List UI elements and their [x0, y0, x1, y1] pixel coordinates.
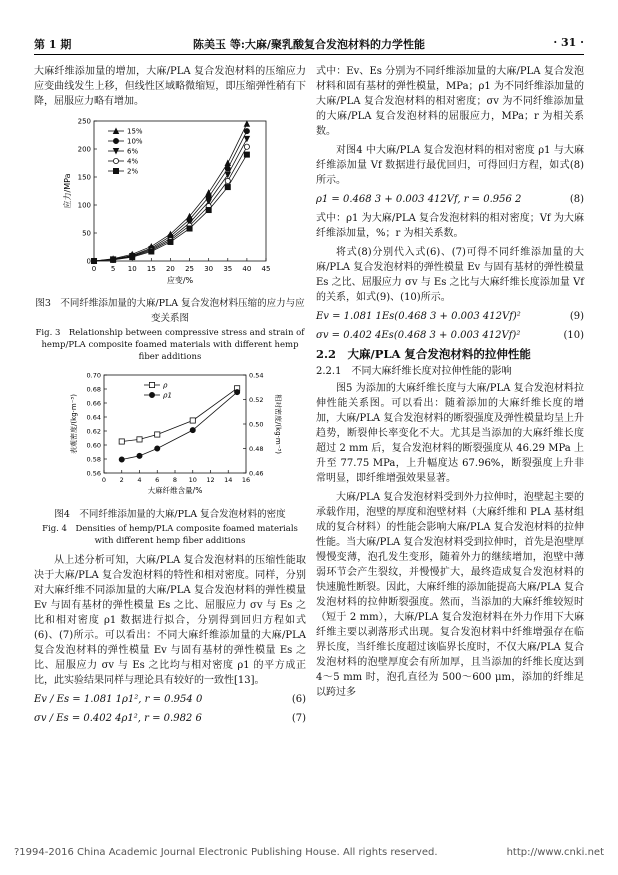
- equation-7: [34, 711, 306, 726]
- plot-frame: [94, 121, 266, 261]
- equation-8-body: ρ1 = 0.468 3 + 0.003 412Vf, r = 0.956 2: [316, 194, 522, 205]
- data-point: [225, 172, 230, 177]
- data-point: [244, 121, 249, 126]
- data-point: [91, 258, 96, 263]
- x-tick-label: 5: [110, 265, 116, 273]
- data-point: [244, 144, 249, 149]
- data-point: [225, 166, 230, 171]
- x-tick-label: 40: [242, 265, 252, 273]
- x-tick-label: 12: [206, 476, 215, 484]
- x-tick-label: 6: [155, 476, 160, 484]
- data-point: [206, 207, 211, 212]
- y-right-tick-label: 0.52: [249, 396, 264, 404]
- issue-number: 第 1 期: [34, 38, 72, 51]
- y-tick-label: 0.66: [86, 399, 101, 408]
- equation-10: [316, 328, 584, 343]
- x-axis-label: 大麻纤维含量/%: [147, 486, 203, 495]
- y-tick-label: 0.64: [86, 413, 101, 422]
- x-tick-label: 15: [146, 265, 156, 273]
- data-point: [225, 184, 230, 189]
- legend-label: 15%: [127, 127, 143, 136]
- copyright-notice: ?1994-2016 China Academic Journal Electronic Publishing House. All rights reserved.: [14, 847, 438, 858]
- equation-6-body: Ev / Es = 1.081 1ρ1², r = 0.954 0: [34, 694, 203, 705]
- y-tick-label: 0.68: [86, 385, 101, 394]
- data-point: [190, 428, 195, 433]
- legend-marker: [113, 168, 118, 173]
- y-tick-label: 50: [82, 229, 91, 238]
- y-right-tick-label: 0.54: [249, 371, 264, 380]
- y-tick-label: 0: [86, 257, 91, 266]
- data-point: [119, 439, 124, 444]
- legend-label: 6%: [127, 147, 139, 156]
- equation-9: [316, 309, 584, 324]
- equation-6-number: (6): [291, 694, 306, 705]
- data-point: [137, 437, 142, 442]
- analysis-paragraph: 从上述分析可知，大麻/PLA 复合发泡材料的压缩性能取决于大麻/PLA 复合发泡材料的特性和相对密度。同样，分别对大麻纤维不同添加量的大麻/PLA 复合发泡材料的弹性模量 Ev 与固有基材的弹性模量 Es 之比、屈服应力 σv 与 Es 之比和相对密度 ρ1 数据进行拟合，分别得到回归方程如式(6)、(7)所示。可以看出：不同大麻纤维添加量的大麻/PLA 复合发泡材料的弹性模量 Ev 与固有基材的弹性模量 Es 之比、屈服应力 σv 与 Es 之比均与相对密度 ρ1 的平方成正比，此实验结果同样与理论具有较好的一致性[13]。: [34, 555, 306, 686]
- y-tick-label: 0.70: [86, 371, 101, 380]
- substitution-paragraph: 将式(8)分别代入式(6)、(7)可得不同纤维添加量的大麻/PLA 复合发泡材料的弹性模量 Ev 与固有基材的弹性模量 Es 之比、屈服应力 σv 与 Es 之比与大麻纤维长度添加量 Vf 的关系，如式(9)、(10)所示。: [316, 247, 584, 303]
- right-column: [316, 64, 584, 704]
- data-point: [137, 453, 142, 458]
- x-tick-label: 14: [224, 476, 233, 484]
- x-tick-label: 30: [204, 265, 214, 273]
- legend-marker: [149, 382, 154, 387]
- legend-label: 10%: [127, 137, 143, 146]
- data-point: [244, 128, 249, 133]
- equation-8-number: (8): [569, 194, 584, 205]
- page-header: [34, 36, 584, 55]
- data-point: [235, 390, 240, 395]
- running-title: 陈美玉 等:大麻/聚乳酸复合发泡材料的力学性能: [193, 38, 425, 51]
- data-point: [244, 152, 249, 157]
- y-tick-label: 0.58: [86, 455, 101, 464]
- symbol-definitions: 式中：Ev、Es 分别为不同纤维添加量的大麻/PLA 复合发泡材料和固有基材的弹性模量，MPa；ρ1 为不同纤维添加量的大麻/PLA 复合发泡材料的相对密度；σv 为不同纤维添加量的大麻/PLA 复合发泡材料的屈服应力，MPa；r 为相关系数。: [316, 66, 584, 137]
- legend-label: ρ1: [163, 391, 172, 400]
- equation-7-number: (7): [291, 713, 306, 724]
- y-tick-label: 200: [77, 145, 91, 154]
- x-tick-label: 35: [223, 265, 233, 273]
- figure-3-caption-en: Fig. 3 Relationship between compressive stress and strain of hemp/PLA composite foamed materials with different hemp fiber additions: [35, 328, 305, 362]
- legend-label: ρ: [163, 381, 168, 390]
- legend-label: 4%: [127, 157, 139, 166]
- legend-label: 2%: [127, 167, 139, 176]
- x-axis-label: 应变/%: [166, 276, 194, 285]
- equation-9-number: (9): [569, 311, 584, 322]
- legend-marker: [149, 392, 154, 397]
- data-point: [119, 457, 124, 462]
- x-tick-label: 8: [172, 476, 178, 484]
- equation-9-body: Ev = 1.081 1Es(0.468 3 + 0.003 412Vf)²: [316, 311, 521, 322]
- equation-7-body: σv / Es = 0.402 4ρ1², r = 0.982 6: [34, 713, 202, 724]
- intro-paragraph: 大麻纤维添加量的增加，大麻/PLA 复合发泡材料的压缩应力应变曲线发生上移，但线性区域略微缩短，即压缩弹性稍有下降，屈服应力略有增加。: [34, 66, 306, 107]
- y-axis-label: 表观密度/(kg·m⁻³): [70, 394, 78, 454]
- left-column: [34, 64, 306, 730]
- legend-marker: [113, 158, 118, 163]
- page-footer: [14, 847, 604, 858]
- x-tick-label: 0: [101, 476, 107, 484]
- y-right-tick-label: 0.46: [249, 469, 264, 478]
- page-number: · 31 ·: [553, 36, 584, 49]
- x-tick-label: 4: [137, 476, 142, 484]
- data-point: [225, 178, 230, 183]
- data-point: [190, 418, 195, 423]
- tensile-paragraph-2: 大麻/PLA 复合发泡材料受到外力拉伸时，泡壁起主要的承载作用，泡壁的厚度和泡壁材料（大麻纤维和 PLA 基材组成的复合材料）的性能会影响大麻/PLA 复合发泡材料的拉伸性能。当大麻/PLA 复合发泡材料受到拉伸时，首先是泡壁厚慢慢变薄，泡孔发生变形，随着外力的继续增加，泡壁中薄弱环节会产生裂纹，并慢慢扩大，最终造成复合发泡材料的快速脆性断裂。因此，大麻纤维的添加能提高大麻/PLA 复合发泡材料的拉伸断裂强度。然而，当添加的大麻纤维较短时（短于 2 mm），大麻/PLA 复合发泡材料在外力作用下大麻纤维主要以剥落形式出现。复合发泡材料中纤维增强存在临界长度，当纤维长度超过该临界长度时，不仅大麻/PLA 复合发泡材料的泡壁厚度会有所加厚，且当添加的纤维长度达到 4～5 mm 时，泡孔直径为 500～600 μm，添加的纤维足以跨过多: [316, 492, 584, 698]
- y-axis-label: 应力/MPa: [63, 173, 72, 209]
- tensile-paragraph-1: 图5 为添加的大麻纤维长度与大麻/PLA 复合发泡材料拉伸性能关系图。可以看出：随着添加的大麻纤维长度的增加，大麻/PLA 复合发泡材料的断裂强度及弹性模量均呈上升趋势，断裂伸长率变化不大。尤其是当添加的大麻纤维长度超过 2 mm 后，复合发泡材料的断裂强度从 46.29 MPa 上升至 77.75 MPa，上升幅度达 67.96%，断裂强度上升非常明显，即纤维增强效果显著。: [316, 383, 584, 484]
- y-right-axis-label: 相对密度/(kg·m⁻³): [274, 394, 282, 454]
- data-point: [149, 249, 154, 254]
- data-point: [111, 257, 116, 262]
- equation-8-definitions: 式中：ρ1 为大麻/PLA 复合发泡材料的相对密度；Vf 为大麻纤维添加量，%；r 为相关系数。: [316, 213, 584, 239]
- y-tick-label: 250: [77, 117, 91, 126]
- data-point: [168, 239, 173, 244]
- y-tick-label: 0.60: [86, 441, 101, 450]
- y-tick-label: 0.62: [86, 427, 101, 436]
- x-tick-label: 45: [261, 265, 271, 273]
- plot-frame: [104, 375, 246, 473]
- regression-paragraph: 对图4 中大麻/PLA 复合发泡材料的相对密度 ρ1 与大麻纤维添加量 Vf 数据进行最优回归，可得回归方程，如式(8)所示。: [316, 145, 584, 186]
- data-point: [187, 226, 192, 231]
- x-tick-label: 10: [127, 265, 137, 273]
- y-right-tick-label: 0.50: [249, 420, 264, 429]
- equation-10-number: (10): [563, 330, 584, 341]
- legend-marker: [113, 138, 118, 143]
- data-point: [130, 254, 135, 259]
- section-heading-2-2: 2.2 大麻/PLA 复合发泡材料的拉伸性能: [316, 347, 531, 361]
- y-right-tick-label: 0.48: [249, 445, 264, 453]
- x-tick-label: 2: [119, 476, 124, 484]
- equation-8: [316, 192, 584, 207]
- figure-4-caption-en: Fig. 4 Densities of hemp/PLA composite foamed materials with different hemp fiber additions: [42, 524, 298, 546]
- figure-3-caption-cn: 图3 不同纤维添加量的大麻/PLA 复合发泡材料压缩的应力与应变关系图: [35, 298, 305, 324]
- series-line-0: [122, 388, 237, 441]
- x-tick-label: 25: [185, 265, 195, 273]
- data-point: [244, 136, 249, 141]
- data-point: [155, 432, 160, 437]
- equation-10-body: σv = 0.402 4Es(0.468 3 + 0.003 412Vf)²: [316, 330, 521, 341]
- section-heading-2-2-1: 2.2.1 不同大麻纤维长度对拉伸性能的影响: [316, 366, 512, 377]
- y-tick-label: 100: [77, 201, 91, 210]
- y-tick-label: 0.56: [86, 469, 101, 478]
- x-tick-label: 16: [241, 476, 251, 484]
- x-tick-label: 20: [165, 265, 175, 273]
- cnki-url: http://www.cnki.net: [506, 847, 604, 858]
- y-tick-label: 150: [77, 173, 91, 182]
- figure-4-chart: [34, 369, 306, 499]
- equation-6: [34, 692, 306, 707]
- figure-3-chart: [34, 113, 306, 288]
- x-tick-label: 0: [91, 265, 97, 273]
- x-tick-label: 10: [188, 476, 197, 484]
- data-point: [155, 446, 160, 451]
- figure-4-caption-cn: 图4 不同纤维添加量的大麻/PLA 复合发泡材料的密度: [54, 509, 286, 520]
